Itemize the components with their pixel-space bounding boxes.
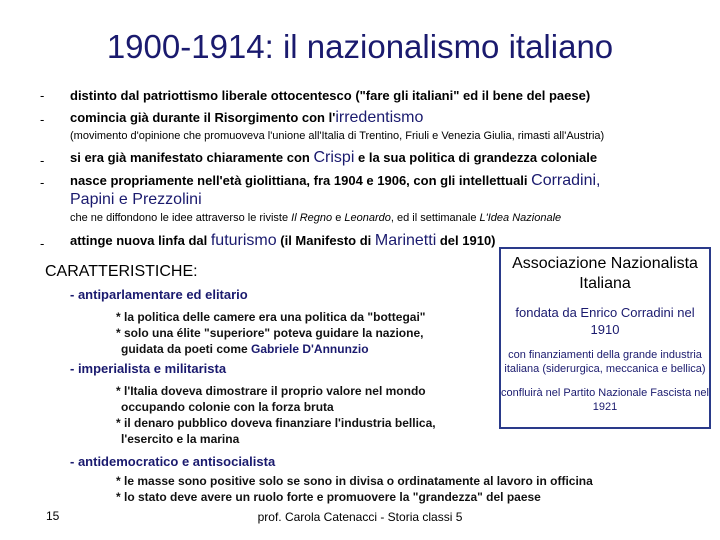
item-poeti-text: guidata da poeti come <box>121 342 252 356</box>
item-valore: * l'Italia doveva dimostrare il proprio valore nel mondo <box>116 384 426 398</box>
dannunzio-highlight: Gabriele D'Annunzio <box>251 342 369 356</box>
bullet-3-text: si era già manifestato chiaramente con <box>70 150 314 165</box>
note-riviste-sep: e <box>332 212 345 224</box>
bullet-1-text: distinto dal patriottismo liberale ottocentesco ("fare gli italiani" ed il bene del paese) <box>70 88 591 103</box>
bullet-4-text: nasce propriamente nell'età giolittiana, fra 1904 e 1906, con gli intellettuali <box>70 173 532 188</box>
bullet-5-text: attinge nuova linfa dal <box>70 233 211 248</box>
bullet-5-mid: (il Manifesto di <box>276 233 375 248</box>
ani-box-fascist: confluirà nel Partito Nazionale Fascista nel 1921 <box>501 387 709 413</box>
slide-title: 1900-1914: il nazionalismo italiano <box>106 28 614 65</box>
item-masse: * le masse sono positive solo se sono in divisa o ordinatamente al lavoro in officina <box>116 474 593 488</box>
note-riviste <box>70 212 561 224</box>
item-stato: * lo stato deve avere un ruolo forte e promuovere la "grandezza" del paese <box>116 490 541 504</box>
item-bottegai: * la politica delle camere era una politica da "bottegai" <box>116 310 426 324</box>
bullet-mark: - <box>40 153 45 168</box>
bullet-mark: - <box>40 236 45 251</box>
bullet-3 <box>70 149 597 167</box>
characteristic-1-items <box>116 309 446 357</box>
note-riviste-text: che ne diffondono le idee attraverso le riviste <box>70 212 292 224</box>
characteristic-2-items <box>116 383 456 447</box>
ani-box-title: Associazione Nazionalista Italiana <box>512 255 698 292</box>
bullet-mark: - <box>40 112 45 127</box>
irredentismo-highlight: irredentismo <box>335 109 424 126</box>
characteristic-3-items <box>116 473 676 505</box>
bullet-2 <box>70 109 423 127</box>
page-number: 15 <box>46 509 60 523</box>
rivista-leonardo: Leonardo <box>344 212 391 224</box>
ani-box-founded: fondata da Enrico Corradini nel 1910 <box>515 305 695 337</box>
item-denaro: * il denaro pubblico doveva finanziare l'industria bellica, <box>116 416 436 430</box>
bullet-mark: - <box>40 175 45 190</box>
bullet-5 <box>70 232 496 250</box>
note-irredentismo: (movimento d'opinione che promuoveva l'unione all'Italia di Trentino, Friuli e Venezia Giulia, rimasti all'Austria) <box>70 130 605 142</box>
characteristic-2: - imperialista e militarista <box>70 361 227 376</box>
bullet-mark: - <box>40 88 45 103</box>
bullet-4 <box>70 171 700 209</box>
characteristic-1: - antiparlamentare ed elitario <box>70 287 248 302</box>
note-riviste-sep2: , ed il settimanale <box>390 212 480 224</box>
ani-info-box <box>499 247 711 429</box>
corradini-highlight: Corradini, <box>531 172 601 189</box>
ani-box-funding: con finanziamenti della grande industria italiana (siderurgica, meccanica e bellica) <box>504 349 706 375</box>
marinetti-highlight: Marinetti <box>374 232 437 249</box>
rivista-il-regno: Il Regno <box>291 212 333 224</box>
footer-credit: prof. Carola Catenacci - Storia classi 5 <box>257 510 463 524</box>
bullet-5-tail: del 1910) <box>436 233 496 248</box>
characteristics-heading: CARATTERISTICHE: <box>45 263 198 280</box>
item-poeti <box>116 341 446 357</box>
futurismo-highlight: futurismo <box>210 232 277 249</box>
crispi-highlight: Crispi <box>313 149 355 166</box>
bullet-3-tail: e la sua politica di grandezza coloniale <box>354 150 598 165</box>
item-elite: * solo una élite "superiore" poteva guidare la nazione, <box>116 326 424 340</box>
item-colonie: occupando colonie con la forza bruta <box>121 400 334 414</box>
bullet-1 <box>70 88 590 103</box>
rivista-idea-nazionale: L'Idea Nazionale <box>479 212 562 224</box>
item-esercito: l'esercito e la marina <box>121 432 240 446</box>
papini-prezzolini-highlight: Papini e Prezzolini <box>70 191 202 208</box>
bullet-2-text: comincia già durante il Risorgimento con l' <box>70 110 336 125</box>
characteristic-3: - antidemocratico e antisocialista <box>70 454 276 469</box>
